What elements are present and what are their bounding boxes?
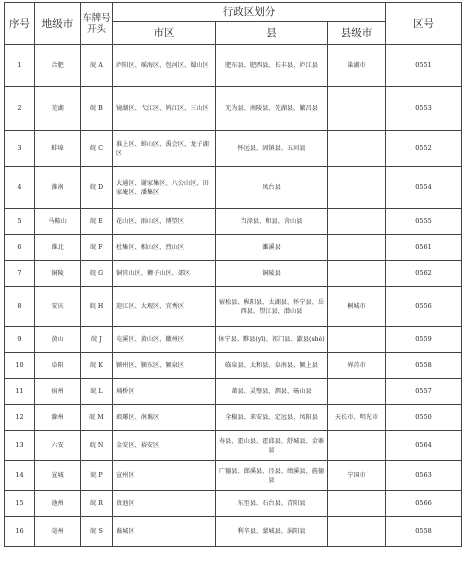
cell-countycity <box>328 235 386 261</box>
cell-district: 屯溪区、黄山区、徽州区 <box>113 327 216 353</box>
header-seq: 序号 <box>5 3 35 45</box>
cell-countycity <box>328 517 386 547</box>
cell-countycity: 界首市 <box>328 353 386 379</box>
cell-county: 宿松县、枞阳县、太湖县、怀宁县、岳西县、望江县、潜山县 <box>216 287 328 327</box>
cell-areacode: 0558 <box>386 517 462 547</box>
cell-plate: 皖 P <box>81 461 113 491</box>
cell-district: 金安区、裕安区 <box>113 431 216 461</box>
cell-county: 休宁县、黟县(yī)、祁门县、歙县(shè) <box>216 327 328 353</box>
cell-countycity <box>328 491 386 517</box>
cell-seq: 9 <box>5 327 35 353</box>
cell-countycity: 宁国市 <box>328 461 386 491</box>
cell-district: 埇桥区 <box>113 379 216 405</box>
cell-seq: 1 <box>5 45 35 87</box>
table-row <box>5 379 462 405</box>
cell-countycity <box>328 167 386 209</box>
cell-seq: 10 <box>5 353 35 379</box>
cell-countycity <box>328 431 386 461</box>
header-plate: 车牌号开头 <box>81 3 113 45</box>
header-countycity: 县级市 <box>328 22 386 45</box>
cell-district: 镜湖区、弋江区、鸠江区、三山区 <box>113 87 216 131</box>
cell-seq: 4 <box>5 167 35 209</box>
cell-city: 淮南 <box>35 167 81 209</box>
cell-county: 东至县、石台县、青阳县 <box>216 491 328 517</box>
cell-plate: 皖 R <box>81 491 113 517</box>
table-row <box>5 87 462 131</box>
cell-seq: 11 <box>5 379 35 405</box>
cell-district: 宣州区 <box>113 461 216 491</box>
cell-county: 凤台县 <box>216 167 328 209</box>
cell-county: 广德县、郎溪县、泾县、绩溪县、旌德县 <box>216 461 328 491</box>
cell-areacode: 0562 <box>386 261 462 287</box>
cell-city: 马鞍山 <box>35 209 81 235</box>
header-county: 县 <box>216 22 328 45</box>
cell-district: 铜官山区、狮子山区、郊区 <box>113 261 216 287</box>
cell-seq: 7 <box>5 261 35 287</box>
header-city: 地级市 <box>35 3 81 45</box>
cell-seq: 6 <box>5 235 35 261</box>
cell-county: 寿县、霍山县、霍邱县、舒城县、金寨县 <box>216 431 328 461</box>
cell-district: 花山区、雨山区、博望区 <box>113 209 216 235</box>
table-row <box>5 405 462 431</box>
cell-areacode: 0564 <box>386 431 462 461</box>
cell-district: 琅琊区、南谯区 <box>113 405 216 431</box>
cell-areacode: 0558 <box>386 353 462 379</box>
cell-plate: 皖 A <box>81 45 113 87</box>
cell-city: 阜阳 <box>35 353 81 379</box>
cell-areacode: 0559 <box>386 327 462 353</box>
cell-district: 谯城区 <box>113 517 216 547</box>
cell-county: 怀远县、固镇县、五河县 <box>216 131 328 167</box>
header-district: 市区 <box>113 22 216 45</box>
table-row <box>5 131 462 167</box>
cell-county: 利辛县、蒙城县、涡阳县 <box>216 517 328 547</box>
table-row <box>5 209 462 235</box>
header-areacode: 区号 <box>386 3 462 45</box>
cell-district: 杜集区、相山区、烈山区 <box>113 235 216 261</box>
table-row <box>5 517 462 547</box>
table-row <box>5 45 462 87</box>
cell-seq: 13 <box>5 431 35 461</box>
header-division: 行政区划分 <box>113 3 386 22</box>
table-row <box>5 235 462 261</box>
cell-city: 铜陵 <box>35 261 81 287</box>
cell-district: 颍州区、颍东区、颍泉区 <box>113 353 216 379</box>
cell-city: 淮北 <box>35 235 81 261</box>
cell-district: 迎江区、大观区、宜秀区 <box>113 287 216 327</box>
cell-areacode: 0555 <box>386 209 462 235</box>
cell-countycity <box>328 209 386 235</box>
cell-city: 宿州 <box>35 379 81 405</box>
cell-countycity <box>328 261 386 287</box>
cell-city: 合肥 <box>35 45 81 87</box>
cell-county: 濉溪县 <box>216 235 328 261</box>
cell-plate: 皖 K <box>81 353 113 379</box>
cell-seq: 3 <box>5 131 35 167</box>
cell-seq: 2 <box>5 87 35 131</box>
cell-countycity <box>328 131 386 167</box>
cell-seq: 5 <box>5 209 35 235</box>
cell-areacode: 0556 <box>386 287 462 327</box>
cell-county: 无为县、南陵县、芜湖县、繁昌县 <box>216 87 328 131</box>
cell-district: 淮上区、蚌山区、禹会区、龙子湖区 <box>113 131 216 167</box>
table-row <box>5 261 462 287</box>
cell-city: 亳州 <box>35 517 81 547</box>
cell-plate: 皖 B <box>81 87 113 131</box>
anhui-division-table <box>4 2 462 547</box>
cell-seq: 16 <box>5 517 35 547</box>
cell-county: 肥东县、肥西县、长丰县、庐江县 <box>216 45 328 87</box>
cell-countycity: 巢湖市 <box>328 45 386 87</box>
cell-seq: 15 <box>5 491 35 517</box>
cell-plate: 皖 M <box>81 405 113 431</box>
cell-district: 贵池区 <box>113 491 216 517</box>
cell-city: 安庆 <box>35 287 81 327</box>
table-row <box>5 431 462 461</box>
cell-city: 滁州 <box>35 405 81 431</box>
cell-areacode: 0563 <box>386 461 462 491</box>
cell-district: 庐阳区、瑶海区、包河区、蜀山区 <box>113 45 216 87</box>
cell-county: 铜陵县 <box>216 261 328 287</box>
cell-areacode: 0553 <box>386 87 462 131</box>
cell-city: 宣城 <box>35 461 81 491</box>
cell-countycity: 桐城市 <box>328 287 386 327</box>
cell-county: 全椒县、来安县、定远县、凤阳县 <box>216 405 328 431</box>
cell-plate: 皖 H <box>81 287 113 327</box>
cell-areacode: 0552 <box>386 131 462 167</box>
cell-county: 临泉县、太和县、阜南县、颍上县 <box>216 353 328 379</box>
table-row <box>5 327 462 353</box>
cell-areacode: 0550 <box>386 405 462 431</box>
cell-county: 当涂县、和县、含山县 <box>216 209 328 235</box>
cell-seq: 8 <box>5 287 35 327</box>
table-body <box>5 45 462 547</box>
cell-areacode: 0554 <box>386 167 462 209</box>
cell-areacode: 0551 <box>386 45 462 87</box>
cell-countycity <box>328 87 386 131</box>
cell-areacode: 0561 <box>386 235 462 261</box>
table-row <box>5 461 462 491</box>
cell-areacode: 0566 <box>386 491 462 517</box>
cell-plate: 皖 J <box>81 327 113 353</box>
cell-city: 蚌埠 <box>35 131 81 167</box>
table-row <box>5 353 462 379</box>
cell-plate: 皖 C <box>81 131 113 167</box>
cell-countycity <box>328 379 386 405</box>
cell-plate: 皖 G <box>81 261 113 287</box>
cell-plate: 皖 E <box>81 209 113 235</box>
cell-areacode: 0557 <box>386 379 462 405</box>
table-row <box>5 287 462 327</box>
cell-plate: 皖 S <box>81 517 113 547</box>
cell-seq: 14 <box>5 461 35 491</box>
cell-plate: 皖 D <box>81 167 113 209</box>
cell-city: 六安 <box>35 431 81 461</box>
cell-countycity <box>328 327 386 353</box>
cell-city: 芜湖 <box>35 87 81 131</box>
cell-plate: 皖 L <box>81 379 113 405</box>
cell-city: 黄山 <box>35 327 81 353</box>
cell-plate: 皖 N <box>81 431 113 461</box>
cell-city: 池州 <box>35 491 81 517</box>
cell-district: 大通区、谢家集区、八公山区、田家庵区、潘集区 <box>113 167 216 209</box>
table-row <box>5 491 462 517</box>
header-row-1 <box>5 3 462 22</box>
cell-plate: 皖 F <box>81 235 113 261</box>
cell-countycity: 天长市、明光市 <box>328 405 386 431</box>
cell-county: 萧县、灵璧县、泗县、砀山县 <box>216 379 328 405</box>
table-row <box>5 167 462 209</box>
cell-seq: 12 <box>5 405 35 431</box>
